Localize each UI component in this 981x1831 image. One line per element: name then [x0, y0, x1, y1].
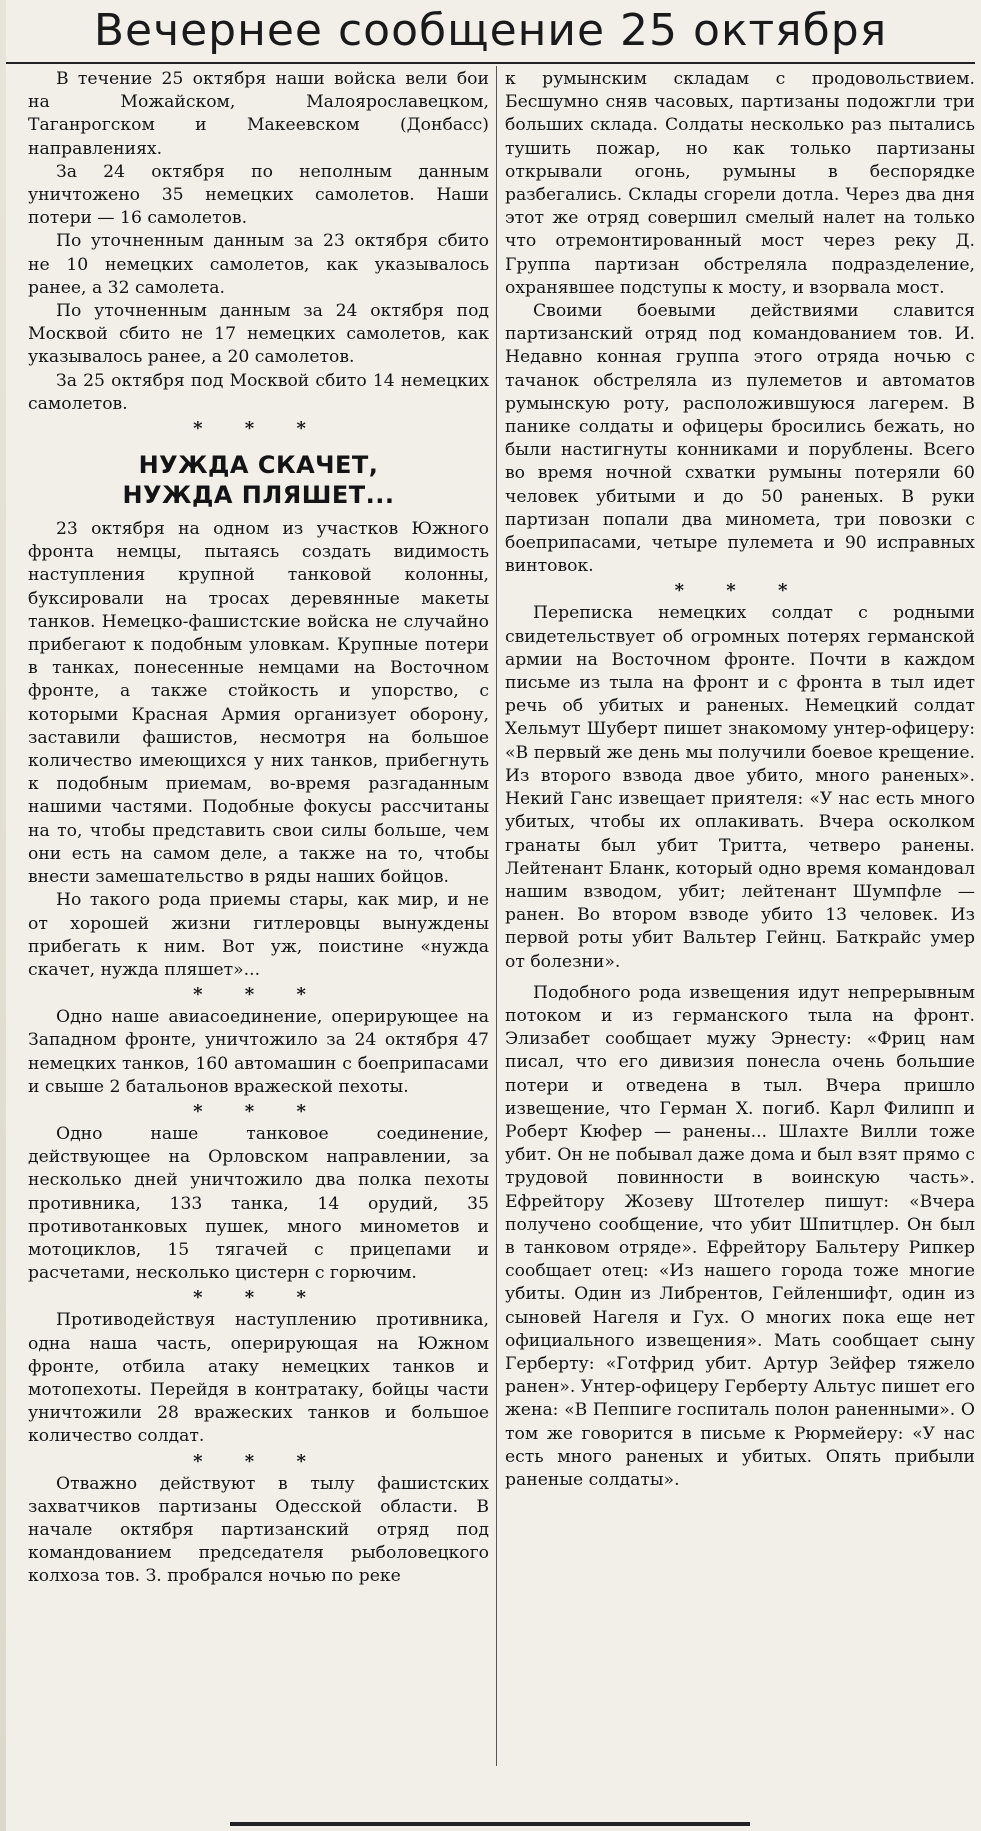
paragraph: По уточненным данным за 24 октября под Москвой сбито не 17 немецких самолетов, как указывалось ранее, а 20 самолетов. — [28, 301, 489, 368]
page-edge — [0, 0, 6, 1831]
paragraph: Противодействуя наступлению противника, одна наша часть, оперирующая на Южном фронте, отбила атаку немецких танков и мотопехоты. Перейдя в контратаку, бойцы части уничтожили 28 вражеских танков и большое количество солдат. — [28, 1310, 489, 1447]
page-headline: Вечернее сообщение 25 октября — [93, 5, 888, 56]
paragraph: За 24 октября по неполным данным уничтожено 35 немецких самолетов. Наши потери — 16 самолетов. — [28, 161, 489, 229]
paragraph: Отважно действуют в тылу фашистских захватчиков партизаны Одесской области. В начале октября партизанский отряд под командованием председателя рыболовецкого колхоза тов. З. пробрался ночью по реке — [28, 1473, 489, 1587]
paragraph: Одно наше авиасоединение, оперирующее на Западном фронте, уничтожило за 24 октября 47 немецких танков, 160 автомашин с боеприпасами и свыше 2 батальонов вражеской пехоты. — [28, 1007, 489, 1097]
paragraph: За 25 октября под Москвой сбито 14 немецких самолетов. — [28, 370, 489, 414]
paragraph: По уточненным данным за 23 октября сбито не 10 немецких самолетов, как указывалось ранее, а 32 самолета. — [28, 231, 489, 298]
right-column — [505, 68, 975, 1492]
paragraph: В течение 25 октября наши войска вели бои на Можайском, Малоярославецком, Таганрогском и Макеевском (Донбасс) направлениях. — [28, 69, 489, 159]
section-separator: * * * — [193, 418, 324, 440]
subheading-line: НУЖДА СКАЧЕТ, — [138, 451, 379, 480]
paragraph: Переписка немецких солдат с родными свидетельствует об огромных потерях германской армии на Восточном фронте. Почти в каждом письме из тыла на фронт и с фронта в тыл идет речь об убитых и раненых. Немецкий солдат Хельмут Шуберт пишет знакомому унтер-офицеру: «В первый же день мы получили боевое крещение. Из второго взвода двое убито, много раненых». Некий Ганс извещает приятеля: «У нас есть много убитых, чтобы их оплакивать. Вчера осколком гранаты был убит Тритта, четверо ранены. Лейтенант Бланк, который одно время командовал нашим взводом, убит; лейтенант Шумпфле — ранен. Во втором взводе убито 13 человек. Из первой роты убит Вальтер Гейнц. Баткрайс умер от болезни». — [505, 603, 975, 972]
paragraph: Но такого рода приемы стары, как мир, и не от хорошей жизни гитлеровцы вынуждены прибегать к ним. Вот уж, поистине «нужда скачет, нужда пляшет»... — [28, 890, 489, 980]
headline-rule — [6, 62, 975, 64]
paragraph: 23 октября на одном из участков Южного фронта немцы, пытаясь создать видимость наступления крупной танковой колонны, буксировали на тросах деревянные макеты танков. Немецко-фашистские войска не случайно прибегают к подобным уловкам. Крупные потери в танках, понесенные немцами на Восточном фронте, а также стойкость и упорство, с которыми Красная Армия организует оборону, заставили фашистов, несмотря на большое количество имеющихся у них танков, прибегнуть к подобным приемам, во-время разгаданным нашими частями. Подобные фокусы рассчитаны на то, чтобы представить свои силы больше, чем они есть на самом деле, а также на то, чтобы внести замешательство в ряды наших бойцов. — [28, 519, 489, 888]
section-separator: * * * — [193, 1100, 324, 1122]
bottom-rule — [230, 1822, 750, 1826]
subheading-line: НУЖДА ПЛЯШЕТ... — [122, 481, 395, 510]
column-divider — [496, 66, 497, 1766]
article-subheading — [28, 450, 489, 510]
section-separator: * * * — [193, 984, 324, 1006]
paragraph: к румынским складам с продовольствием. Бесшумно сняв часовых, партизаны подожгли три больших склада. Солдаты несколько раз пытались тушить пожар, но как только партизаны открывали огонь, румыны в беспорядке разбегались. Склады сгорели дотла. Через два дня этот же отряд совершил смелый налет на только что отремонтированный мост через реку Д. Группа партизан обстреляла подразделение, охранявшее подступы к мосту, и взорвала мост. — [505, 69, 975, 298]
paragraph: Подобного рода извещения идут непрерывным потоком и из германского тыла на фронт. Элизабет сообщает мужу Эрнесту: «Фриц нам писал, что его дивизия понесла очень большие потери и отведена в тыл. Вчера пришло извещение, что Герман Х. погиб. Карл Филипп и Роберт Кюфер — ранены... Шлахте Вилли тоже убит. Он не побывал даже дома и был взят прямо с трудовой повинности в воинскую часть». Ефрейтору Жозеву Штотелер пишут: «Вчера получено сообщение, что убит Шпитцлер. Он был в танковом отряде». Ефрейтору Бальтеру Рипкер сообщает отец: «Из нашего города тоже многие убиты. Один из Либрентов, Гейленшифт, один из сыновей Нагеля и Гух. О многих пока еще нет официального извещения». Мать сообщает сыну Герберту: «Готфрид убит. Артур Зейфер тяжело ранен». Унтер-офицеру Герберту Альтус пишет его жена: «В Пеппиге госпиталь полон раненными». О том же говорится в письме к Рюрмейеру: «У нас есть много раненых и убитых. Опять прибыли раненые солдаты». — [505, 982, 975, 1490]
section-separator: * * * — [193, 1287, 324, 1309]
paragraph: Одно наше танковое соединение, действующее на Орловском направлении, за несколько дней уничтожило два полка пехоты противника, 133 танка, 14 орудий, 35 противотанковых пушек, много минометов и мотоциклов, 15 тягачей с прицепами и расчетами, несколько цистерн с горючим. — [28, 1123, 489, 1284]
section-separator: * * * — [674, 580, 806, 602]
section-separator: * * * — [193, 1450, 324, 1472]
paragraph: Своими боевыми действиями славится партизанский отряд под командованием тов. И. Недавно конная группа этого отряда ночью с тачанок обстреляла из пулеметов и автоматов румынскую роту, расположившуюся лагерем. В панике солдаты и офицеры бросились бежать, но были настигнуты конниками и порублены. Всего во время ночной схватки румыны потеряли 60 человек убитыми и до 50 раненых. В руки партизан попали два миномета, три повозки с боеприпасами, четыре пулемета и 90 исправных винтовок. — [505, 301, 975, 577]
left-column — [28, 68, 489, 1589]
